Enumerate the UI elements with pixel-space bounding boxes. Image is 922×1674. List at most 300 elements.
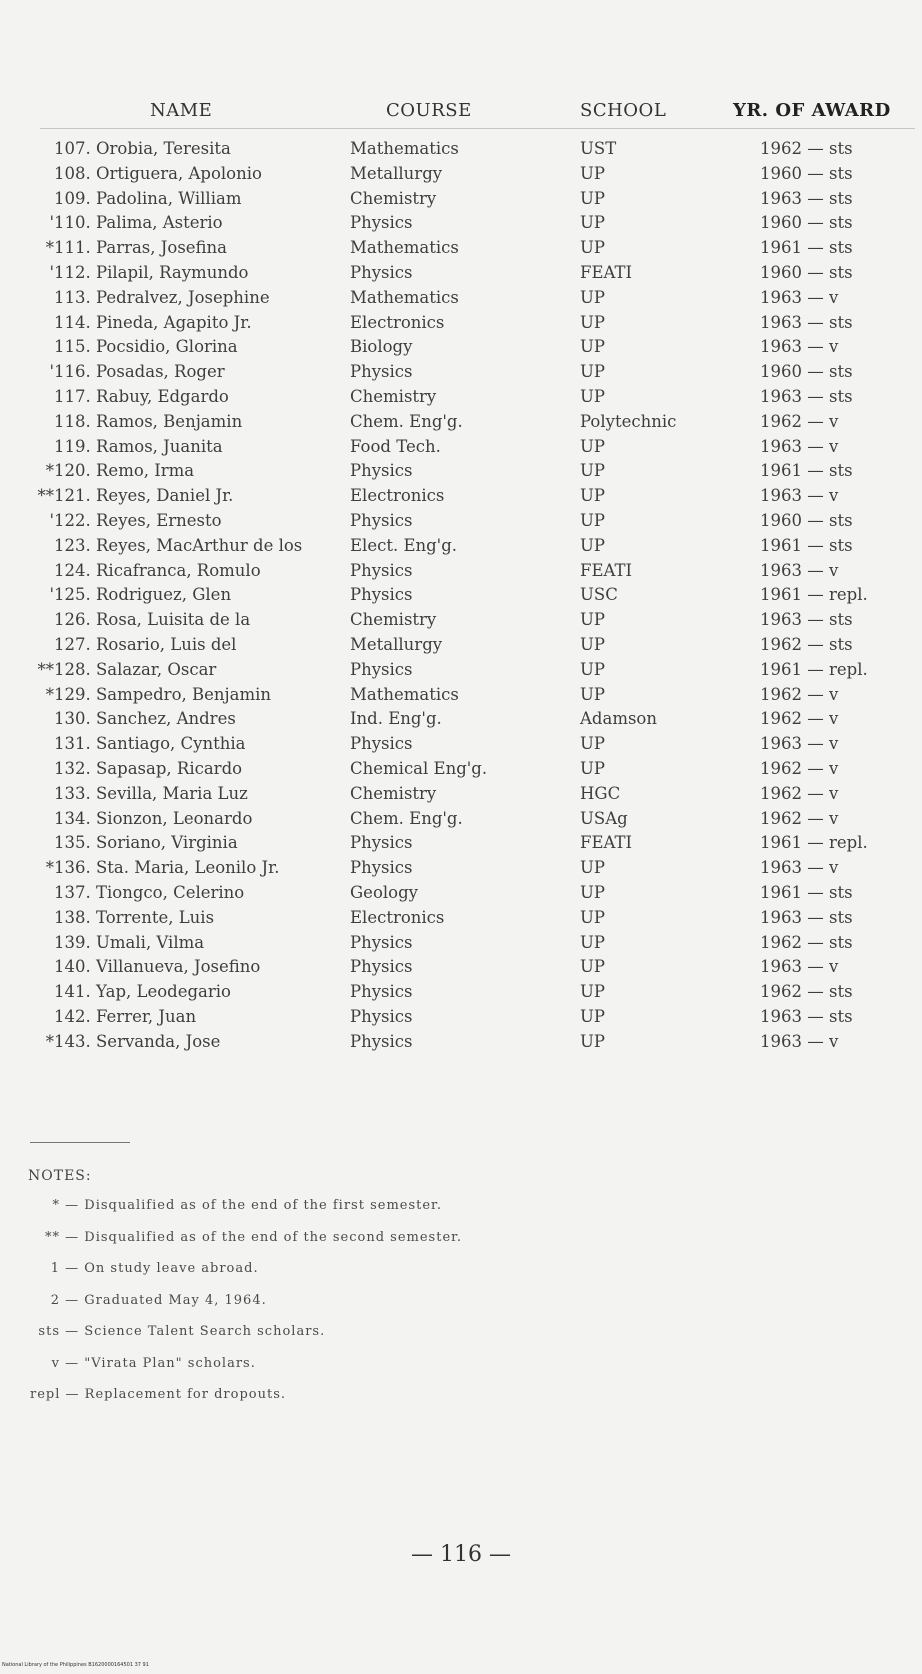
scholar-name-cell xyxy=(32,610,352,629)
school-cell: UP xyxy=(580,858,606,878)
row-number: 107. xyxy=(54,139,91,158)
footnote-mark: ** xyxy=(37,486,54,506)
footnote-mark: * xyxy=(45,461,54,481)
year-of-award-cell: 1963 — sts xyxy=(760,386,853,406)
scholar-name-cell xyxy=(32,536,352,555)
course-cell: Physics xyxy=(350,585,413,605)
note-item xyxy=(30,1324,462,1356)
scholar-name-cell xyxy=(32,660,352,679)
page-number: — 116 — xyxy=(411,1542,511,1567)
school-cell: UP xyxy=(580,188,606,208)
table-row xyxy=(0,561,922,586)
course-cell: Mathematics xyxy=(350,139,459,158)
course-cell: Physics xyxy=(350,858,413,878)
course-cell: Physics xyxy=(350,461,413,481)
row-number: 113. xyxy=(54,287,91,307)
year-of-award-cell: 1962 — sts xyxy=(760,982,853,1002)
scholar-name-cell xyxy=(32,486,352,505)
row-number: 132. xyxy=(54,758,91,778)
row-number: 111. xyxy=(54,238,91,258)
row-number: 124. xyxy=(54,560,91,580)
scholar-name: Pocsidio, Glorina xyxy=(96,337,238,357)
scholar-name: Villanueva, Josefino xyxy=(96,957,261,977)
course-cell: Physics xyxy=(350,1031,413,1051)
scholar-name: Pedralvez, Josephine xyxy=(96,287,270,307)
scholar-name: Sionzon, Leonardo xyxy=(96,808,253,828)
year-of-award-cell: 1960 — sts xyxy=(760,510,853,530)
school-cell: UP xyxy=(580,535,606,555)
scholar-name: Torrente, Luis xyxy=(96,907,215,927)
scholar-name-cell xyxy=(32,858,352,877)
scholar-name: Remo, Irma xyxy=(96,461,195,481)
table-row xyxy=(0,933,922,958)
note-symbol: v xyxy=(51,1355,60,1371)
scan-footer: National Library of the Philippines B1620000164501 37 91 xyxy=(2,1662,149,1668)
row-number: 140. xyxy=(54,957,91,977)
course-cell: Biology xyxy=(350,337,413,357)
note-text: — On study leave abroad. xyxy=(65,1261,259,1276)
row-number: 127. xyxy=(54,634,91,654)
school-cell: UP xyxy=(580,634,606,654)
school-cell: UP xyxy=(580,312,606,332)
school-cell: USAg xyxy=(580,808,628,828)
scholar-name: Pineda, Agapito Jr. xyxy=(96,312,252,332)
row-number: 126. xyxy=(54,610,91,630)
year-of-award-cell: 1963 — sts xyxy=(760,188,853,208)
year-of-award-cell: 1961 — repl. xyxy=(760,833,868,853)
school-cell: UP xyxy=(580,758,606,778)
scholar-name: Sanchez, Andres xyxy=(96,709,236,729)
scholar-name: Reyes, Ernesto xyxy=(96,510,222,530)
row-number: 112. xyxy=(54,262,91,282)
scholar-name: Umali, Vilma xyxy=(96,932,205,952)
row-number: 117. xyxy=(54,386,91,406)
year-of-award-cell: 1961 — repl. xyxy=(760,585,868,605)
school-cell: UP xyxy=(580,957,606,977)
school-cell: UP xyxy=(580,362,606,382)
year-of-award-cell: 1963 — sts xyxy=(760,312,853,332)
scholar-name-cell xyxy=(32,709,352,728)
table-row xyxy=(0,908,922,933)
row-number: 118. xyxy=(54,411,91,431)
school-cell: UP xyxy=(580,213,606,233)
scholar-name: Reyes, MacArthur de los xyxy=(96,535,303,555)
table-row xyxy=(0,660,922,685)
school-cell: USC xyxy=(580,585,618,605)
school-cell: UP xyxy=(580,932,606,952)
school-cell: HGC xyxy=(580,783,621,803)
scholar-name-cell xyxy=(32,982,352,1001)
scholar-name: Soriano, Virginia xyxy=(96,833,238,853)
scholar-name-cell xyxy=(32,288,352,307)
school-cell: UP xyxy=(580,287,606,307)
scholar-name-cell xyxy=(32,933,352,952)
year-of-award-cell: 1962 — sts xyxy=(760,932,853,952)
school-cell: UP xyxy=(580,982,606,1002)
course-cell: Physics xyxy=(350,510,413,530)
course-cell: Chemistry xyxy=(350,188,437,208)
footnote-mark: ' xyxy=(49,213,54,233)
scholar-name: Sampedro, Benjamin xyxy=(96,684,272,704)
notes-title: NOTES: xyxy=(28,1168,92,1184)
year-of-award-cell: 1961 — sts xyxy=(760,535,853,555)
year-of-award-cell: 1963 — sts xyxy=(760,907,853,927)
scholar-name-cell xyxy=(32,511,352,530)
note-text: — Disqualified as of the end of the second semester. xyxy=(65,1229,463,1245)
scholar-name-cell xyxy=(32,213,352,232)
row-number: 136. xyxy=(54,858,91,878)
year-of-award-cell: 1963 — sts xyxy=(760,1006,853,1026)
course-cell: Chem. Eng'g. xyxy=(350,411,463,431)
scholar-name: Reyes, Daniel Jr. xyxy=(96,486,234,506)
scholar-name-cell xyxy=(32,957,352,976)
year-of-award-cell: 1962 — v xyxy=(760,709,839,729)
row-number: 141. xyxy=(54,982,91,1002)
table-row xyxy=(0,362,922,387)
footnote-mark: * xyxy=(45,858,54,878)
note-text: — "Virata Plan" scholars. xyxy=(65,1355,256,1371)
scholar-table xyxy=(0,139,922,1056)
note-item xyxy=(30,1198,462,1230)
table-row xyxy=(0,957,922,982)
year-of-award-cell: 1963 — sts xyxy=(760,610,853,630)
course-cell: Chemistry xyxy=(350,610,437,630)
course-cell: Geology xyxy=(350,882,418,902)
year-of-award-cell: 1963 — v xyxy=(760,337,839,357)
school-cell: UP xyxy=(580,337,606,357)
scholar-name-cell xyxy=(32,734,352,753)
year-of-award-cell: 1963 — v xyxy=(760,560,839,580)
year-of-award-cell: 1962 — v xyxy=(760,808,839,828)
school-cell: UP xyxy=(580,659,606,679)
header-school: SCHOOL xyxy=(580,100,667,121)
row-number: 135. xyxy=(54,833,91,853)
header-year-of-award: YR. OF AWARD xyxy=(733,100,891,121)
scholar-name: Ramos, Juanita xyxy=(96,436,223,456)
header-divider xyxy=(40,128,915,129)
scholar-name-cell xyxy=(32,412,352,431)
course-cell: Elect. Eng'g. xyxy=(350,535,458,555)
table-row xyxy=(0,387,922,412)
row-number: 120. xyxy=(54,461,91,481)
row-number: 115. xyxy=(54,337,91,357)
scholar-name: Ramos, Benjamin xyxy=(96,411,243,431)
course-cell: Physics xyxy=(350,213,413,233)
scholar-name: Santiago, Cynthia xyxy=(96,734,246,754)
course-cell: Physics xyxy=(350,982,413,1002)
table-row xyxy=(0,511,922,536)
course-cell: Electronics xyxy=(350,486,445,506)
row-number: 114. xyxy=(54,312,91,332)
scholar-name-cell xyxy=(32,238,352,257)
scholar-name: Yap, Leodegario xyxy=(96,982,231,1002)
course-cell: Electronics xyxy=(350,312,445,332)
table-row xyxy=(0,238,922,263)
note-item xyxy=(30,1293,462,1325)
row-number: 125. xyxy=(54,585,91,605)
scholar-name-cell xyxy=(32,387,352,406)
course-cell: Mathematics xyxy=(350,287,459,307)
table-row xyxy=(0,709,922,734)
scholar-name-cell xyxy=(32,561,352,580)
table-row xyxy=(0,809,922,834)
course-cell: Chem. Eng'g. xyxy=(350,808,463,828)
note-symbol: sts xyxy=(38,1324,60,1339)
course-cell: Physics xyxy=(350,262,413,282)
scholar-name-cell xyxy=(32,759,352,778)
course-cell: Physics xyxy=(350,932,413,952)
footnote-mark: * xyxy=(45,238,54,258)
course-cell: Ind. Eng'g. xyxy=(350,709,442,729)
school-cell: UP xyxy=(580,386,606,406)
course-cell: Physics xyxy=(350,957,413,977)
scholar-name-cell xyxy=(32,908,352,927)
school-cell: UP xyxy=(580,684,606,704)
row-number: 109. xyxy=(54,188,91,208)
year-of-award-cell: 1960 — sts xyxy=(760,163,853,183)
table-row xyxy=(0,759,922,784)
course-cell: Physics xyxy=(350,833,413,853)
note-symbol: 2 xyxy=(50,1292,60,1308)
scholar-name: Orobia, Teresita xyxy=(96,139,231,158)
row-number: 131. xyxy=(54,734,91,754)
header-name: NAME xyxy=(150,100,213,121)
row-number: 133. xyxy=(54,783,91,803)
scholar-name: Salazar, Oscar xyxy=(96,659,217,679)
note-item xyxy=(30,1230,462,1262)
year-of-award-cell: 1961 — sts xyxy=(760,238,853,258)
row-number: 122. xyxy=(54,510,91,530)
year-of-award-cell: 1962 — sts xyxy=(760,634,853,654)
school-cell: UP xyxy=(580,907,606,927)
school-cell: UP xyxy=(580,238,606,258)
scholar-name: Posadas, Roger xyxy=(96,362,225,382)
header-course: COURSE xyxy=(386,100,472,121)
row-number: 108. xyxy=(54,163,91,183)
school-cell: UP xyxy=(580,163,606,183)
school-cell: UP xyxy=(580,461,606,481)
row-number: 139. xyxy=(54,932,91,952)
table-row xyxy=(0,1007,922,1032)
year-of-award-cell: 1963 — v xyxy=(760,1031,839,1051)
year-of-award-cell: 1963 — v xyxy=(760,486,839,506)
table-row xyxy=(0,1032,922,1057)
row-number: 137. xyxy=(54,882,91,902)
note-text: — Graduated May 4, 1964. xyxy=(65,1292,267,1308)
school-cell: UP xyxy=(580,610,606,630)
scholar-name-cell xyxy=(32,784,352,803)
table-row xyxy=(0,164,922,189)
school-cell: UP xyxy=(580,510,606,530)
table-row xyxy=(0,858,922,883)
school-cell: UP xyxy=(580,1006,606,1026)
scholar-name: Rabuy, Edgardo xyxy=(96,386,229,406)
scholar-name-cell xyxy=(32,685,352,704)
note-symbol: ** xyxy=(45,1229,60,1245)
scholar-name-cell xyxy=(32,189,352,208)
scholar-name: Padolina, William xyxy=(96,188,242,208)
scholar-name-cell xyxy=(32,809,352,828)
scholar-name: Tiongco, Celerino xyxy=(96,882,245,902)
school-cell: FEATI xyxy=(580,560,633,580)
notes-list xyxy=(30,1198,462,1419)
scholar-name-cell xyxy=(32,313,352,332)
footnote-mark: * xyxy=(45,684,54,704)
scholar-name: Ferrer, Juan xyxy=(96,1006,197,1026)
row-number: 143. xyxy=(54,1031,91,1051)
row-number: 119. xyxy=(54,436,91,456)
scholar-name: Servanda, Jose xyxy=(96,1031,221,1051)
course-cell: Electronics xyxy=(350,907,445,927)
scholar-name-cell xyxy=(32,1032,352,1051)
scholar-name: Sevilla, Maria Luz xyxy=(96,783,248,803)
school-cell: UP xyxy=(580,486,606,506)
note-symbol: * xyxy=(52,1198,60,1213)
table-row xyxy=(0,585,922,610)
scholar-name-cell xyxy=(32,164,352,183)
footnote-mark: ' xyxy=(49,585,54,605)
table-row xyxy=(0,685,922,710)
note-item xyxy=(30,1356,462,1388)
year-of-award-cell: 1963 — v xyxy=(760,436,839,456)
year-of-award-cell: 1962 — sts xyxy=(760,139,853,158)
table-row xyxy=(0,189,922,214)
row-number: 121. xyxy=(54,486,91,506)
table-row xyxy=(0,833,922,858)
scholar-name-cell xyxy=(32,883,352,902)
scholar-name-cell xyxy=(32,263,352,282)
scholar-name: Pilapil, Raymundo xyxy=(96,262,249,282)
scholar-name-cell xyxy=(32,833,352,852)
table-row xyxy=(0,486,922,511)
table-row xyxy=(0,461,922,486)
table-header xyxy=(0,100,922,130)
scholar-name-cell xyxy=(32,337,352,356)
year-of-award-cell: 1963 — v xyxy=(760,287,839,307)
year-of-award-cell: 1963 — v xyxy=(760,734,839,754)
table-row xyxy=(0,412,922,437)
note-symbol: repl xyxy=(30,1387,61,1402)
note-text: — Disqualified as of the end of the first semester. xyxy=(65,1198,442,1213)
year-of-award-cell: 1962 — v xyxy=(760,758,839,778)
course-cell: Metallurgy xyxy=(350,634,443,654)
course-cell: Food Tech. xyxy=(350,436,441,456)
footnote-mark: * xyxy=(45,1031,54,1051)
school-cell: UP xyxy=(580,882,606,902)
course-cell: Physics xyxy=(350,1006,413,1026)
table-row xyxy=(0,536,922,561)
school-cell: Adamson xyxy=(580,709,657,729)
table-row xyxy=(0,982,922,1007)
row-number: 130. xyxy=(54,709,91,729)
scholar-name: Ricafranca, Romulo xyxy=(96,560,261,580)
note-text: — Replacement for dropouts. xyxy=(65,1387,286,1402)
course-cell: Chemistry xyxy=(350,386,437,406)
year-of-award-cell: 1961 — sts xyxy=(760,461,853,481)
school-cell: UP xyxy=(580,734,606,754)
course-cell: Physics xyxy=(350,560,413,580)
scholar-name-cell xyxy=(32,461,352,480)
scholar-name: Ortiguera, Apolonio xyxy=(96,163,262,183)
school-cell: UST xyxy=(580,139,617,158)
table-row xyxy=(0,437,922,462)
year-of-award-cell: 1960 — sts xyxy=(760,213,853,233)
footnote-mark: ' xyxy=(49,510,54,530)
scholar-name-cell xyxy=(32,437,352,456)
scholar-name: Sta. Maria, Leonilo Jr. xyxy=(96,858,280,878)
course-cell: Chemistry xyxy=(350,783,437,803)
school-cell: UP xyxy=(580,436,606,456)
row-number: 129. xyxy=(54,684,91,704)
course-cell: Physics xyxy=(350,734,413,754)
scholar-name-cell xyxy=(32,362,352,381)
scholar-name-cell xyxy=(32,585,352,604)
scholar-name-cell xyxy=(32,1007,352,1026)
note-symbol: 1 xyxy=(50,1261,60,1276)
scholar-name: Rosa, Luisita de la xyxy=(96,610,251,630)
year-of-award-cell: 1963 — v xyxy=(760,858,839,878)
scholar-name: Sapasap, Ricardo xyxy=(96,758,243,778)
scholar-name-cell xyxy=(32,635,352,654)
scholar-name: Rodriguez, Glen xyxy=(96,585,232,605)
year-of-award-cell: 1961 — repl. xyxy=(760,659,868,679)
course-cell: Chemical Eng'g. xyxy=(350,758,488,778)
year-of-award-cell: 1963 — v xyxy=(760,957,839,977)
row-number: 110. xyxy=(54,213,91,233)
note-item xyxy=(30,1261,462,1293)
scholar-name: Palima, Asterio xyxy=(96,213,223,233)
course-cell: Physics xyxy=(350,362,413,382)
table-row xyxy=(0,337,922,362)
row-number: 142. xyxy=(54,1006,91,1026)
footnote-mark: ' xyxy=(49,262,54,282)
footnote-mark: ** xyxy=(37,659,54,679)
table-row xyxy=(0,635,922,660)
year-of-award-cell: 1960 — sts xyxy=(760,362,853,382)
scholar-name: Rosario, Luis del xyxy=(96,634,237,654)
table-row xyxy=(0,734,922,759)
table-row xyxy=(0,883,922,908)
course-cell: Physics xyxy=(350,659,413,679)
course-cell: Metallurgy xyxy=(350,163,443,183)
row-number: 134. xyxy=(54,808,91,828)
table-row xyxy=(0,263,922,288)
year-of-award-cell: 1960 — sts xyxy=(760,262,853,282)
table-row xyxy=(0,139,922,164)
table-row xyxy=(0,784,922,809)
course-cell: Mathematics xyxy=(350,238,459,258)
year-of-award-cell: 1962 — v xyxy=(760,783,839,803)
footnote-mark: ' xyxy=(49,362,54,382)
row-number: 116. xyxy=(54,362,91,382)
row-number: 123. xyxy=(54,535,91,555)
table-row xyxy=(0,288,922,313)
course-cell: Mathematics xyxy=(350,684,459,704)
table-row xyxy=(0,313,922,338)
year-of-award-cell: 1962 — v xyxy=(760,684,839,704)
row-number: 138. xyxy=(54,907,91,927)
school-cell: Polytechnic xyxy=(580,411,677,431)
scholar-name-cell xyxy=(32,139,352,158)
note-item xyxy=(30,1387,462,1419)
school-cell: FEATI xyxy=(580,833,633,853)
school-cell: UP xyxy=(580,1031,606,1051)
notes-divider xyxy=(30,1142,130,1143)
scholar-name: Parras, Josefina xyxy=(96,238,228,258)
year-of-award-cell: 1961 — sts xyxy=(760,882,853,902)
note-text: — Science Talent Search scholars. xyxy=(65,1324,326,1339)
row-number: 128. xyxy=(54,659,91,679)
